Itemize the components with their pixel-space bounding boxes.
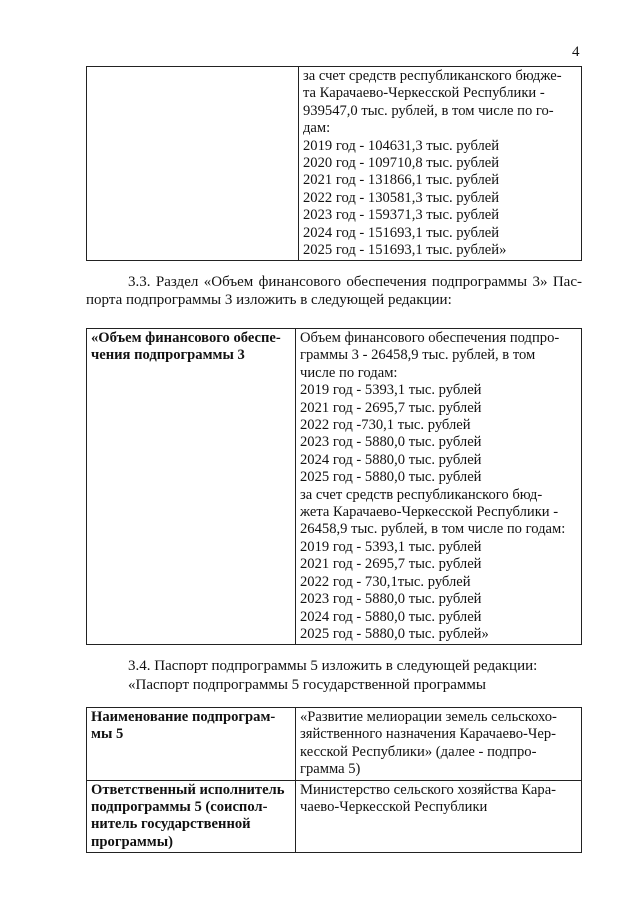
year-amount-line: 2019 год - 5393,1 тыс. рублей [300, 382, 482, 399]
label-line: программы) [91, 833, 173, 850]
funding-details-cell [299, 67, 582, 261]
label-line: подпрограммы 5 (соиспол- [91, 799, 268, 816]
year-amount-line: 2024 год - 5880,0 тыс. рублей [300, 451, 482, 468]
executor-value-cell [296, 780, 582, 853]
paragraph-line: порта подпрограммы 3 изложить в следующей редакции: [86, 292, 452, 308]
text-line: 26458,9 тыс. рублей, в том числе по годам: [300, 521, 566, 538]
passport-heading: «Паспорт подпрограммы 5 государственной программы [128, 677, 486, 693]
year-amount-line: 2019 год - 5393,1 тыс. рублей [300, 538, 482, 555]
table-row [87, 67, 582, 261]
executor-label-cell [87, 780, 296, 853]
year-amount-line: 2021 год - 2695,7 тыс. рублей [300, 399, 482, 416]
text-line: кесской Республики» (далее - подпро- [300, 743, 537, 760]
label-line: «Объем финансового обеспе- [91, 330, 281, 346]
text-line: дам: [303, 120, 331, 137]
section-3-3-paragraph [86, 273, 582, 309]
year-amount-line: 2022 год - 730,1тыс. рублей [300, 573, 471, 590]
paragraph-line: 3.3. Раздел «Объем финансового обеспечения подпрограммы 3» Пас- [128, 274, 582, 290]
page-number: 4 [572, 44, 580, 60]
label-line: Наименование подпрограм- [91, 709, 276, 725]
year-amount-line: 2025 год - 151693,1 тыс. рублей» [303, 242, 507, 259]
year-amount-line: 2019 год - 104631,3 тыс. рублей [303, 137, 500, 154]
year-amount-line: 2023 год - 5880,0 тыс. рублей [300, 434, 482, 451]
subprogram-3-funding-table [86, 328, 582, 645]
year-amount-line: 2021 год - 2695,7 тыс. рублей [300, 556, 482, 573]
budget-table-continued [86, 66, 582, 261]
label-line: Ответственный исполнитель [91, 781, 285, 798]
subprogram-name-label-cell [87, 708, 296, 781]
label-line: мы 5 [91, 726, 124, 743]
text-line: чаево-Черкесской Республики [300, 799, 488, 816]
text-line: Объем финансового обеспечения подпро- [300, 330, 560, 346]
text-line: числе по годам: [300, 364, 398, 381]
year-amount-line: 2025 год - 5880,0 тыс. рублей [300, 469, 482, 486]
section-3-4-paragraph: 3.4. Паспорт подпрограммы 5 изложить в следующей редакции: [128, 658, 538, 674]
year-amount-line: 2025 год - 5880,0 тыс. рублей» [300, 625, 489, 642]
subprogram-name-value-cell [296, 708, 582, 781]
year-amount-line: 2022 год - 130581,3 тыс. рублей [303, 189, 500, 206]
text-line: за счет средств республиканского бюдже- [303, 68, 562, 84]
empty-left-cell [87, 67, 299, 261]
text-line: граммы 3 - 26458,9 тыс. рублей, в том [300, 347, 536, 364]
year-amount-line: 2023 год - 159371,3 тыс. рублей [303, 207, 500, 224]
table-row [87, 329, 582, 645]
subprogram-5-passport-table [86, 707, 582, 853]
text-line: зяйственного назначения Карачаево-Чер- [300, 726, 557, 743]
text-line: Министерство сельского хозяйства Кара- [300, 781, 557, 798]
funding-details-cell [296, 329, 582, 645]
label-line: нитель государственной [91, 816, 251, 833]
table-row [87, 708, 582, 781]
text-line: жета Карачаево-Черкесской Республики - [300, 504, 559, 521]
table-row [87, 780, 582, 853]
year-amount-line: 2020 год - 109710,8 тыс. рублей [303, 155, 500, 172]
label-line: чения подпрограммы 3 [91, 347, 245, 364]
year-amount-line: 2023 год - 5880,0 тыс. рублей [300, 591, 482, 608]
year-amount-line: 2024 год - 151693,1 тыс. рублей [303, 224, 500, 241]
text-line: 939547,0 тыс. рублей, в том числе по го- [303, 102, 554, 119]
year-amount-line: 2022 год -730,1 тыс. рублей [300, 417, 471, 434]
text-line: «Развитие мелиорации земель сельскохо- [300, 709, 557, 725]
text-line: та Карачаево-Черкесской Республики - [303, 85, 545, 102]
text-line: грамма 5) [300, 761, 361, 778]
year-amount-line: 2024 год - 5880,0 тыс. рублей [300, 608, 482, 625]
year-amount-line: 2021 год - 131866,1 тыс. рублей [303, 172, 500, 189]
text-line: за счет средств республиканского бюд- [300, 486, 543, 503]
funding-label-cell [87, 329, 296, 645]
